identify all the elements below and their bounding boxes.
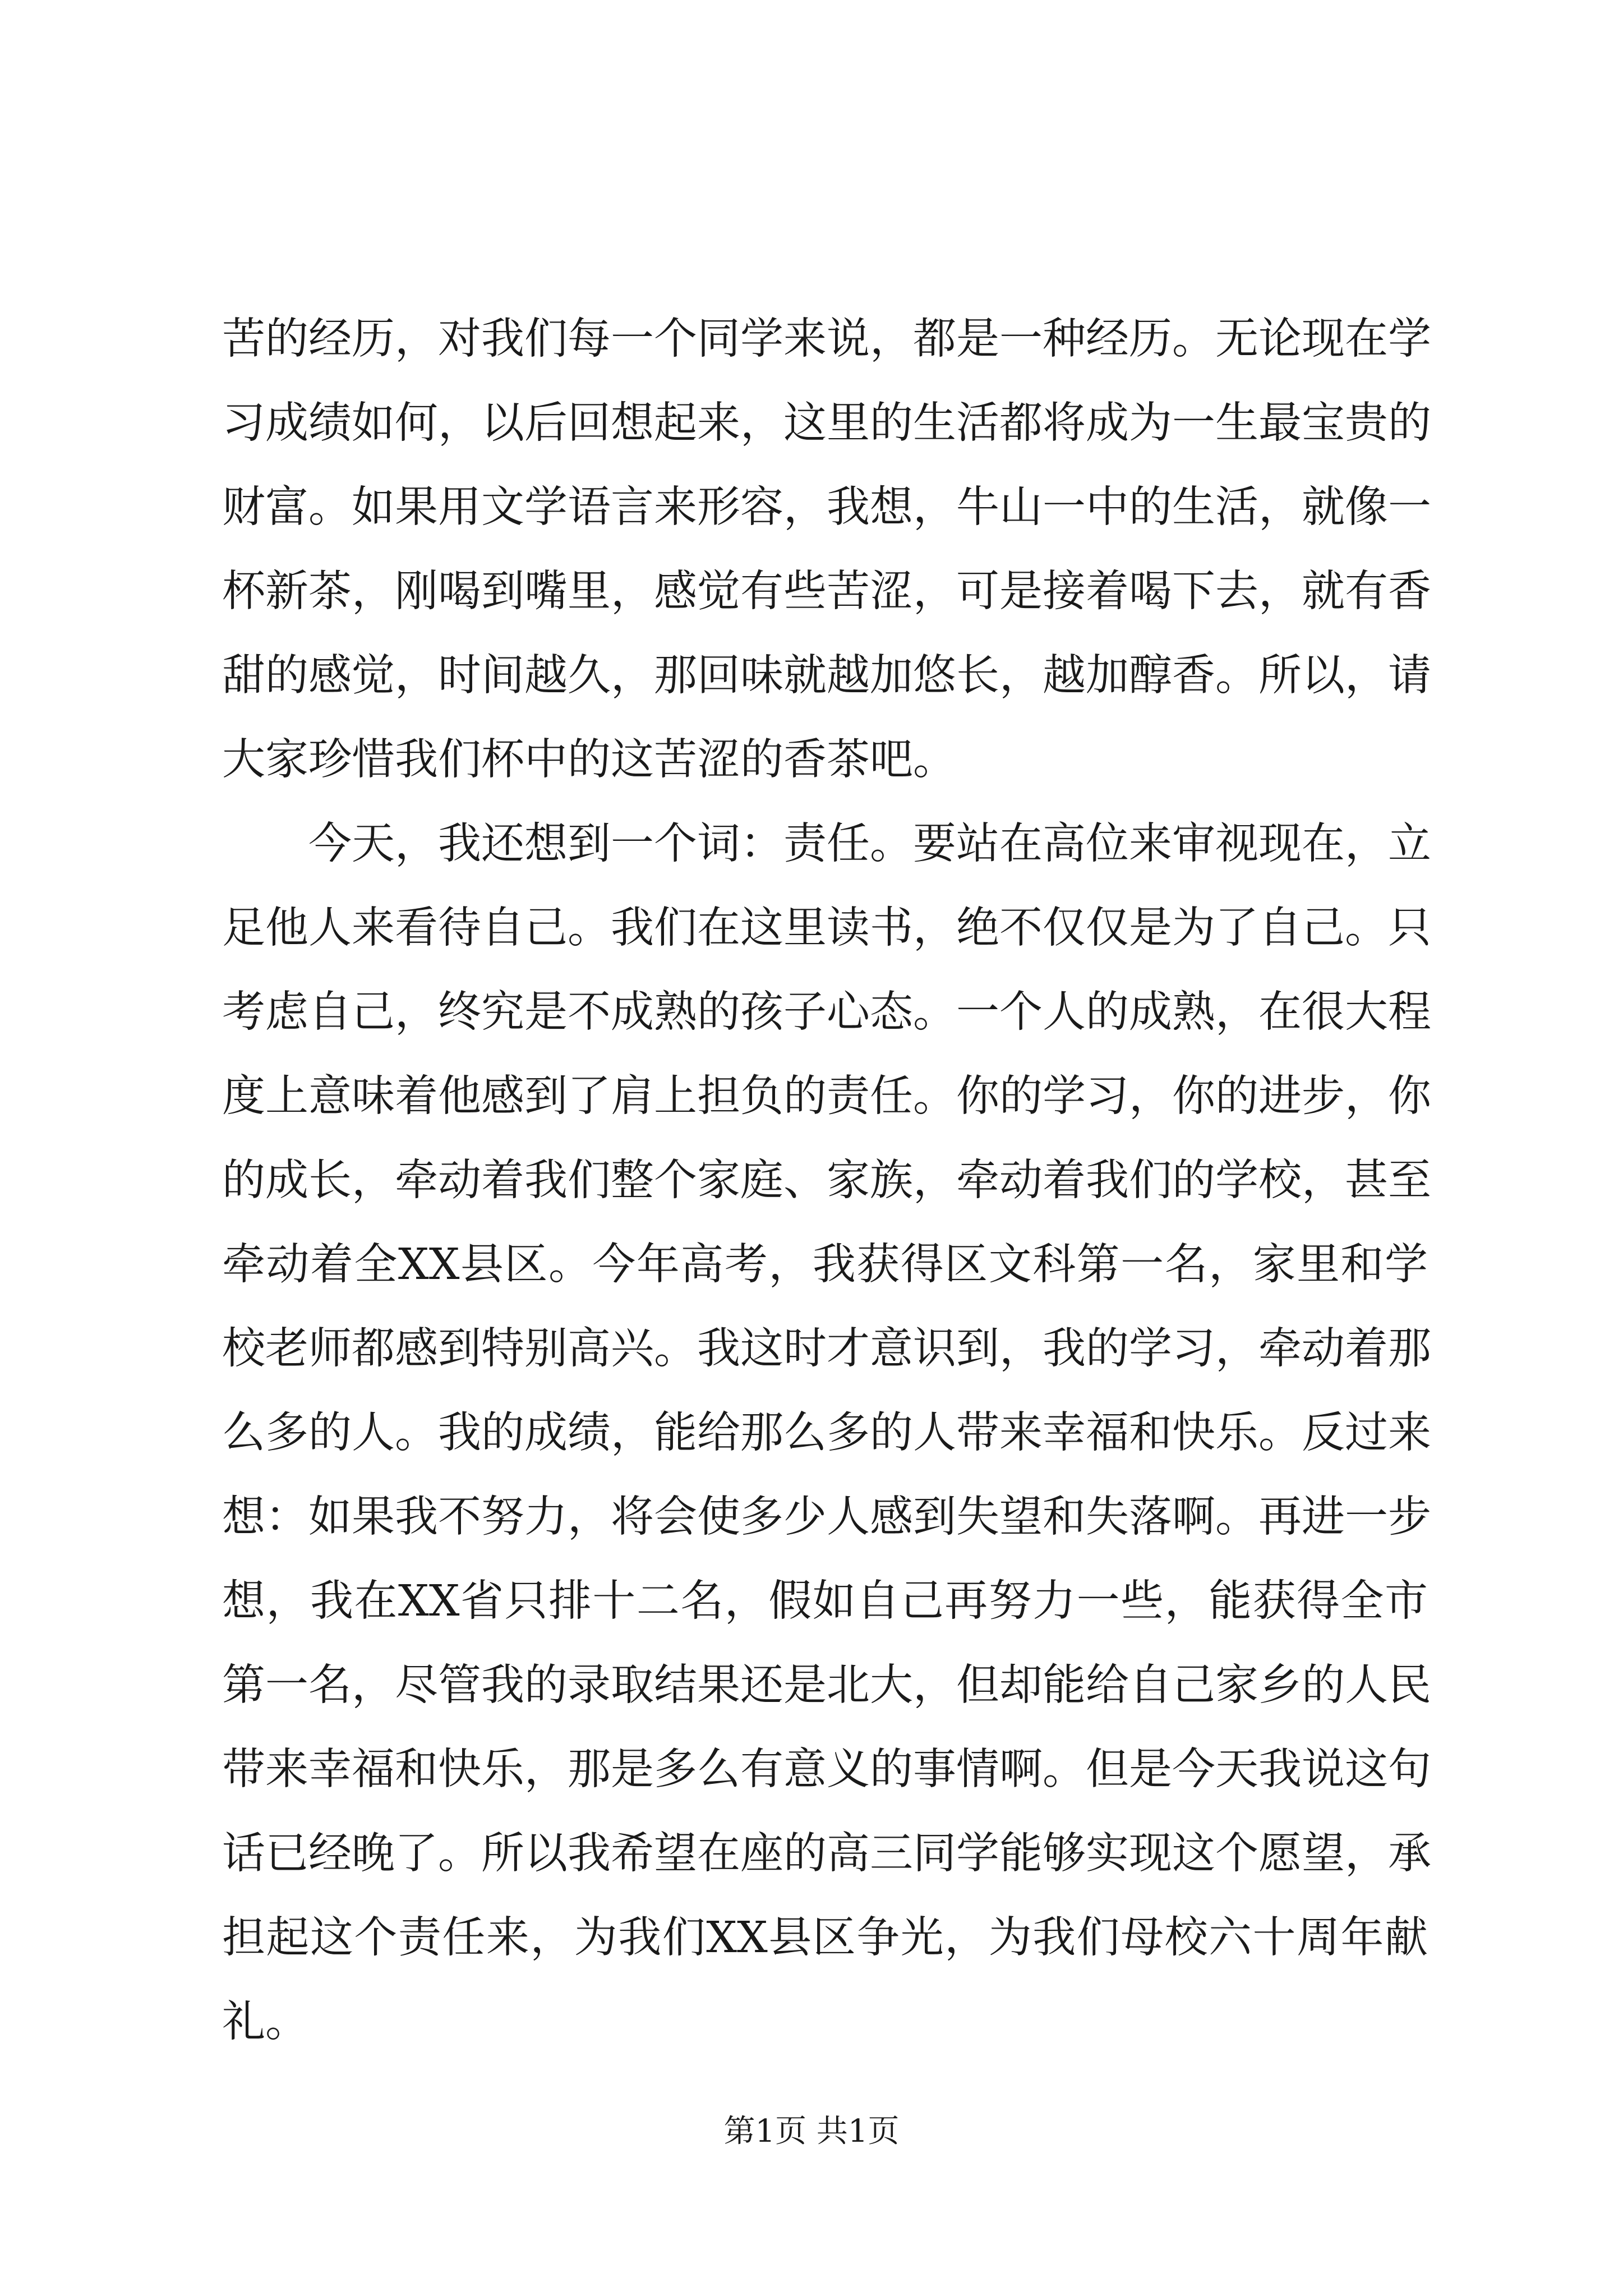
text-line: 带来幸福和快乐，那是多么有意义的事情啊。但是今天我说这句 [222, 1745, 1431, 1795]
text-line: 的成长，牵动着我们整个家庭、家族，牵动着我们的学校，甚至 [222, 1156, 1431, 1205]
page-number: 第1页 共1页 [723, 2113, 900, 2150]
text-line: 甜的感觉，时间越久，那回味就越加悠长，越加醇香。所以，请 [222, 651, 1431, 701]
text-line: 想：如果我不努力，将会使多少人感到失望和失落啊。再进一步 [222, 1492, 1431, 1542]
text-line: 习成绩如何，以后回想起来，这里的生活都将成为一生最宝贵的 [222, 398, 1431, 448]
text-line: 么多的人。我的成绩，能给那么多的人带来幸福和快乐。反过来 [222, 1408, 1431, 1458]
document-body [222, 297, 1431, 2064]
text-line: 杯新茶，刚喝到嘴里，感觉有些苦涩，可是接着喝下去，就有香 [222, 567, 1431, 616]
text-line: 苦的经历，对我们每一个同学来说，都是一种经历。无论现在学 [222, 314, 1431, 364]
text-line: 牵动着全XX县区。今年高考，我获得区文科第一名，家里和学 [222, 1240, 1428, 1290]
text-line: 度上意味着他感到了肩上担负的责任。你的学习，你的进步，你 [222, 1071, 1431, 1121]
text-line: 想，我在XX省只排十二名，假如自己再努力一些，能获得全市 [222, 1576, 1428, 1626]
text-line: 话已经晚了。所以我希望在座的高三同学能够实现这个愿望，承 [222, 1829, 1431, 1879]
page-footer [0, 2109, 1623, 2154]
text-line: 考虑自己，终究是不成熟的孩子心态。一个人的成熟，在很大程 [222, 987, 1431, 1037]
text-line: 担起这个责任来，为我们XX县区争光，为我们母校六十周年献 [222, 1913, 1428, 1963]
text-line: 财富。如果用文学语言来形容，我想，牛山一中的生活，就像一 [222, 482, 1431, 532]
text-line: 大家珍惜我们杯中的这苦涩的香茶吧。 [222, 735, 956, 785]
text-line: 礼。 [222, 1997, 308, 2047]
text-line: 足他人来看待自己。我们在这里读书，绝不仅仅是为了自己。只 [222, 903, 1431, 953]
text-line: 校老师都感到特别高兴。我这时才意识到，我的学习，牵动着那 [222, 1324, 1431, 1374]
text-line: 今天，我还想到一个词：责任。要站在高位来审视现在，立 [222, 819, 1431, 869]
text-line: 第一名，尽管我的录取结果还是北大，但却能给自己家乡的人民 [222, 1660, 1431, 1710]
